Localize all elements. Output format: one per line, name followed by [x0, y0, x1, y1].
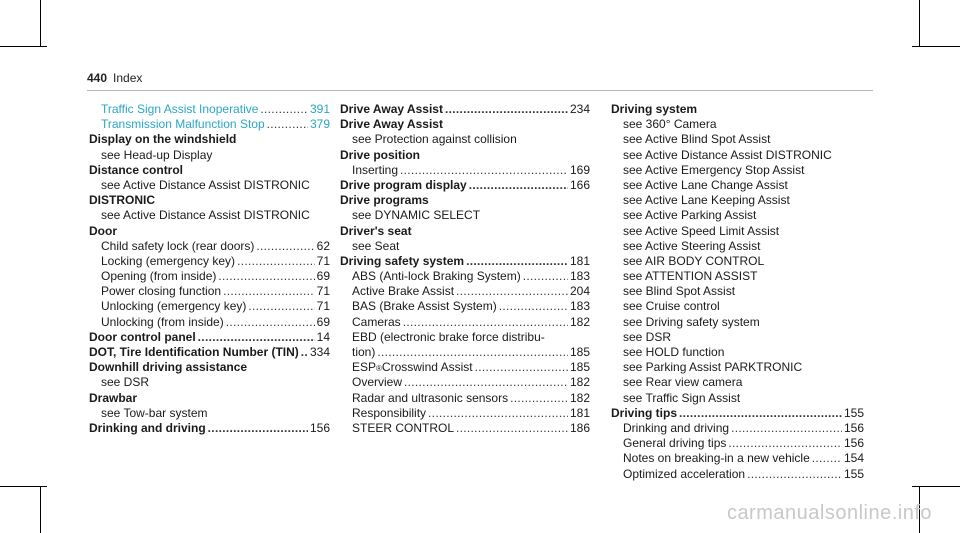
page-ref: 71	[316, 284, 330, 299]
index-entry	[89, 132, 330, 147]
page-ref: 71	[316, 253, 330, 268]
page-ref: 155	[843, 405, 864, 420]
entry-text: see Active Parking Assist	[623, 208, 757, 223]
page-ref: 182	[569, 390, 590, 405]
entry-text: see Active Lane Change Assist	[623, 177, 788, 192]
index-entry	[611, 284, 864, 299]
index-entry	[611, 148, 864, 163]
entry-text: see DYNAMIC SELECT	[352, 208, 481, 223]
entry-text: Unlocking (from inside)	[101, 314, 224, 329]
entry-text: Driver's seat	[340, 223, 412, 238]
index-entry[interactable]	[340, 163, 590, 178]
index-entry[interactable]	[340, 421, 590, 436]
page-ref: 181	[569, 253, 590, 268]
entry-text: see DSR	[101, 375, 150, 390]
page-ref: 391	[309, 102, 330, 116]
index-entry	[611, 102, 864, 117]
index-entry	[89, 391, 330, 406]
dot-leader	[428, 406, 568, 421]
index-entry[interactable]	[340, 391, 590, 406]
entry-text: see Seat	[352, 238, 400, 253]
entry-text: see Active Blind Spot Assist	[623, 132, 771, 147]
index-entry[interactable]	[340, 284, 590, 299]
page-title: Index	[113, 71, 143, 85]
entry-text: General driving tips	[623, 436, 727, 451]
crop-mark	[40, 0, 41, 47]
index-entry	[611, 391, 864, 406]
page-ref: 183	[569, 299, 590, 314]
index-entry[interactable]	[340, 299, 590, 314]
entry-text: Child safety lock (rear doors)	[101, 238, 255, 253]
entry-text: tion)	[352, 345, 376, 359]
entry-text: see Protection against collision	[352, 132, 517, 147]
entry-text: Radar and ultrasonic sensors	[352, 390, 509, 405]
index-entry[interactable]	[89, 254, 330, 269]
entry-text: see Active Speed Limit Assist	[623, 223, 780, 238]
index-entry	[89, 193, 330, 208]
dot-leader	[679, 406, 842, 421]
dot-leader	[223, 284, 315, 299]
entry-text: Unlocking (emergency key)	[101, 299, 247, 314]
dot-leader	[812, 451, 842, 466]
index-entry	[89, 163, 330, 178]
dot-leader	[445, 102, 568, 117]
entry-text: Traffic Sign Assist Inoperative	[101, 102, 259, 116]
entry-text: Power closing function	[101, 284, 222, 299]
dot-leader	[469, 178, 568, 193]
index-entry	[611, 315, 864, 330]
index-entry[interactable]	[611, 436, 864, 451]
dot-leader	[400, 163, 568, 178]
entry-text: see HOLD function	[623, 345, 725, 359]
entry-text: EBD (electronic brake force distribu-	[352, 329, 545, 344]
entry-text: Drawbar	[89, 390, 138, 405]
index-entry	[611, 193, 864, 208]
index-entry	[611, 299, 864, 314]
index-entry[interactable]	[340, 315, 590, 330]
entry-text: ABS (Anti-lock Braking System)	[352, 269, 521, 284]
index-entry[interactable]	[611, 421, 864, 436]
index-entry	[340, 117, 590, 132]
entry-text: Drive Away Assist	[340, 102, 443, 116]
page-ref: 185	[569, 360, 590, 375]
page-ref: 204	[569, 284, 590, 299]
entry-text: Overview	[352, 375, 403, 390]
page-ref: 183	[569, 269, 590, 284]
entry-text: Drive Away Assist	[340, 117, 443, 132]
dot-leader	[208, 421, 308, 436]
entry-text: Drive program display	[340, 177, 467, 192]
index-entry	[89, 208, 330, 223]
entry-text: Responsibility	[352, 405, 427, 420]
index-entry	[340, 193, 590, 208]
index-entry	[611, 224, 864, 239]
index-column-3	[611, 102, 864, 482]
entry-text: Active Brake Assist	[352, 284, 455, 299]
entry-text: see Active Distance Assist DISTRONIC	[623, 147, 832, 162]
dot-leader	[237, 254, 315, 269]
entry-text: see AIR BODY CONTROL	[623, 253, 765, 268]
entry-text: see Driving safety system	[623, 314, 760, 329]
entry-text: see Active Steering Assist	[623, 238, 761, 253]
index-entry[interactable]	[89, 269, 330, 284]
index-entry	[340, 148, 590, 163]
page-ref: 156	[309, 420, 330, 435]
page-ref: 156	[843, 420, 864, 435]
header-divider	[87, 90, 873, 91]
index-entry[interactable]	[89, 299, 330, 314]
page-ref: 182	[569, 375, 590, 390]
dot-leader	[198, 330, 315, 345]
page-ref: 186	[569, 420, 590, 435]
index-entry	[611, 360, 864, 375]
entry-text: Opening (from inside)	[101, 269, 217, 284]
entry-text: ESP	[352, 360, 377, 375]
entry-text: see ATTENTION ASSIST	[623, 269, 758, 284]
page-ref: 71	[316, 299, 330, 314]
entry-text: see DSR	[623, 329, 672, 344]
watermark: carmanualsonline.info	[726, 502, 932, 524]
index-entry[interactable]	[89, 102, 330, 117]
dot-leader	[510, 391, 568, 406]
index-entry[interactable]	[340, 178, 590, 193]
index-entry	[611, 269, 864, 284]
entry-text: Optimized acceleration	[623, 466, 746, 481]
crop-mark	[919, 0, 920, 47]
index-entry	[611, 345, 864, 360]
index-entry	[340, 239, 590, 254]
crop-mark	[40, 486, 41, 533]
dot-leader	[523, 269, 568, 284]
index-entry	[89, 224, 330, 239]
page-ref: 69	[316, 269, 330, 284]
index-entry[interactable]	[340, 345, 590, 360]
entry-text: see Parking Assist PARKTRONIC	[623, 360, 803, 375]
dot-leader	[226, 315, 315, 330]
dot-leader	[747, 467, 842, 482]
entry-text: Transmission Malfunction Stop	[101, 117, 265, 132]
page-ref: 14	[316, 329, 330, 344]
index-entry	[611, 132, 864, 147]
index-entry[interactable]	[89, 315, 330, 330]
index-entry[interactable]	[340, 375, 590, 390]
index-entry	[340, 330, 590, 345]
entry-text: Downhill driving assistance	[89, 360, 248, 375]
index-entry	[89, 360, 330, 375]
index-entry[interactable]	[89, 421, 330, 436]
index-entry	[611, 117, 864, 132]
page-ref: 182	[569, 314, 590, 329]
index-entry[interactable]	[89, 239, 330, 254]
index-entry	[89, 375, 330, 390]
index-entry	[340, 132, 590, 147]
entry-text: Distance control	[89, 162, 184, 177]
index-entry[interactable]	[340, 269, 590, 284]
page-ref: 185	[569, 345, 590, 359]
dot-leader	[456, 284, 568, 299]
entry-text: Notes on breaking-in a new vehicle	[623, 451, 810, 466]
dot-leader	[404, 375, 568, 390]
page-header	[87, 71, 142, 85]
entry-text: see Rear view camera	[623, 375, 743, 390]
dot-leader	[456, 421, 568, 436]
entry-text: see 360° Camera	[623, 117, 717, 132]
index-entry	[611, 163, 864, 178]
index-entry	[611, 375, 864, 390]
page-ref: 234	[569, 102, 590, 116]
entry-text: STEER CONTROL	[352, 420, 455, 435]
index-entry[interactable]	[340, 102, 590, 117]
index-entry	[611, 208, 864, 223]
index-entry[interactable]	[611, 467, 864, 482]
page-ref: 69	[316, 314, 330, 329]
index-entry	[340, 208, 590, 223]
entry-text: see Active Lane Keeping Assist	[623, 193, 790, 208]
crop-mark	[0, 486, 47, 487]
dot-leader	[377, 345, 568, 360]
entry-text: DOT, Tire Identification Number (TIN)	[89, 345, 299, 359]
entry-text: Display on the windshield	[89, 132, 237, 147]
dot-leader	[403, 315, 568, 330]
page-ref: 156	[843, 436, 864, 451]
page-ref: 155	[843, 466, 864, 481]
index-entry	[340, 224, 590, 239]
entry-text: Inserting	[352, 162, 399, 177]
entry-text: Locking (emergency key)	[101, 253, 236, 268]
dot-leader	[731, 421, 842, 436]
entry-text: Door	[89, 223, 117, 238]
entry-text: Door control panel	[89, 329, 196, 344]
crop-mark	[0, 46, 47, 47]
page-number: 440	[87, 71, 108, 85]
page-ref: 169	[569, 162, 590, 177]
entry-text: see Active Emergency Stop Assist	[623, 162, 805, 177]
entry-text: see Active Distance Assist DISTRONIC	[101, 177, 310, 192]
dot-leader	[499, 299, 568, 314]
index-entry	[89, 178, 330, 193]
index-entry[interactable]	[611, 406, 864, 421]
entry-text: see Blind Spot Assist	[623, 284, 736, 299]
page-ref: 334	[309, 345, 330, 359]
entry-text: Drive programs	[340, 193, 429, 208]
index-entry[interactable]	[89, 345, 330, 360]
index-entry[interactable]: ESP ® Crosswind Assist ..... 185	[340, 360, 590, 375]
entry-text: Drinking and driving	[623, 420, 730, 435]
page-ref: 62	[316, 238, 330, 253]
crop-mark	[912, 486, 960, 487]
entry-text: Cameras	[352, 314, 401, 329]
entry-text: Driving system	[611, 102, 698, 116]
entry-text: see Head-up Display	[101, 147, 213, 162]
index-entry	[89, 406, 330, 421]
dot-leader	[248, 299, 314, 314]
entry-text: Drive position	[340, 147, 421, 162]
entry-text: see Tow-bar system	[101, 405, 208, 420]
index-entry	[89, 148, 330, 163]
index-entry	[611, 330, 864, 345]
dot-leader	[466, 254, 568, 269]
index-column-2	[340, 102, 590, 436]
index-entry	[611, 254, 864, 269]
entry-text-cont: Crosswind Assist	[381, 360, 473, 375]
index-entry	[611, 239, 864, 254]
dot-leader	[260, 102, 308, 117]
index-entry[interactable]	[340, 406, 590, 421]
page-ref: 166	[569, 177, 590, 192]
index-entry[interactable]	[340, 254, 590, 269]
index-entry[interactable]	[89, 330, 330, 345]
crop-mark	[912, 46, 960, 47]
entry-text: DISTRONIC	[89, 193, 155, 208]
entry-text: Drinking and driving	[89, 420, 206, 435]
index-entry[interactable]	[611, 451, 864, 466]
page-ref: 181	[569, 405, 590, 420]
index-entry	[611, 178, 864, 193]
index-column-1	[89, 102, 330, 436]
entry-text: see Active Distance Assist DISTRONIC	[101, 208, 310, 223]
entry-text: see Traffic Sign Assist	[623, 390, 741, 405]
index-entry[interactable]	[89, 117, 330, 132]
dot-leader	[301, 345, 308, 360]
entry-text: Driving safety system	[340, 253, 465, 268]
dot-leader	[728, 436, 842, 451]
page-ref: 154	[843, 451, 864, 466]
dot-leader	[267, 117, 308, 132]
entry-text: BAS (Brake Assist System)	[352, 299, 497, 314]
index-entry[interactable]	[89, 284, 330, 299]
dot-leader	[218, 269, 314, 284]
entry-text: see Cruise control	[623, 299, 720, 314]
dot-leader	[475, 360, 568, 375]
entry-text: Driving tips	[611, 405, 678, 420]
dot-leader	[256, 239, 314, 254]
page-ref: 379	[309, 117, 330, 132]
